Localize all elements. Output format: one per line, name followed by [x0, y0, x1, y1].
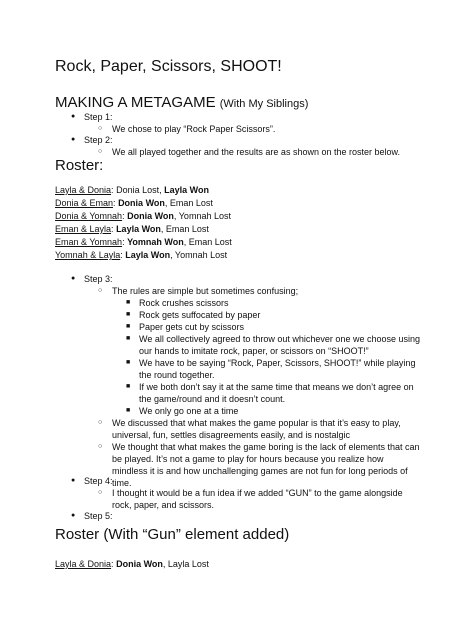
bullet-disc-icon: ● [71, 512, 76, 519]
section-heading-text: MAKING A METAGAME [55, 94, 216, 111]
bullet-circle-icon: ○ [98, 287, 103, 294]
roster-entry [55, 236, 232, 248]
roster-sep: : [120, 250, 123, 260]
rules-intro: The rules are simple but sometimes confusing; [112, 286, 299, 296]
section-heading-metagame [55, 94, 308, 111]
step3-label: Step 3: [84, 274, 113, 284]
step1-detail: We chose to play “Rock Paper Scissors”. [112, 124, 276, 134]
roster-winner: Donia Won [118, 198, 165, 208]
roster-winner: Donia Won [127, 211, 174, 221]
rule-item: We all collectively agreed to throw out whichever one we choose using our hands to imitate rock, paper, or scissors on “SHOOT!” [139, 334, 420, 356]
roster-sep: : [122, 237, 125, 247]
rule-item: We have to be saying “Rock, Paper, Scissors, SHOOT!” while playing the round together. [139, 358, 416, 380]
rule-item: Paper gets cut by scissors [139, 322, 245, 332]
roster2-entry [55, 558, 209, 570]
roster-sep: : [111, 559, 114, 569]
roster-heading: Roster: [55, 157, 104, 174]
bullet-square-icon: ■ [126, 383, 131, 390]
step4-detail: I thought it would be a fun idea if we added “GUN” to the game alongside rock, paper, and scissors. [112, 488, 403, 510]
step4-label: Step 4: [84, 476, 113, 486]
bullet-square-icon: ■ [126, 335, 131, 342]
step5-label: Step 5: [84, 511, 113, 521]
bullet-circle-icon: ○ [98, 125, 103, 132]
bullet-square-icon: ■ [126, 299, 131, 306]
bullet-circle-icon: ○ [98, 419, 103, 426]
rule-item: Rock crushes scissors [139, 298, 229, 308]
roster-entry [55, 223, 209, 235]
step2-label: Step 2: [84, 135, 113, 145]
roster-result-post: , Eman Lost [160, 224, 209, 234]
roster-sep: : [111, 185, 114, 195]
bullet-disc-icon: ● [71, 136, 76, 143]
bullet-circle-icon: ○ [98, 148, 103, 155]
rule-item: Rock gets suffocated by paper [139, 310, 261, 320]
roster-entry [55, 210, 231, 222]
bullet-disc-icon: ● [71, 477, 76, 484]
roster-entry [55, 197, 213, 209]
roster-result-post: , Yomnah Lost [170, 250, 228, 260]
popular-discussion: We discussed that what makes the game popular is that it’s easy to play, universal, fun, settles disagreements easily, and is nostalgic [112, 418, 401, 440]
bullet-square-icon: ■ [126, 407, 131, 414]
roster-pair: Eman & Yomnah [55, 237, 123, 247]
bullet-disc-icon: ● [71, 113, 76, 120]
roster-winner: Layla Won [125, 250, 171, 260]
bullet-square-icon: ■ [126, 359, 131, 366]
roster-winner: Donia Won [116, 559, 163, 569]
roster-winner: Yomnah Won [127, 237, 184, 247]
roster-pair: Yomnah & Layla [55, 250, 121, 260]
bullet-circle-icon: ○ [98, 489, 103, 496]
roster-result-pre: Donia Lost, [113, 185, 165, 195]
roster-result-post: , Eman Lost [183, 237, 232, 247]
bullet-square-icon: ■ [126, 311, 131, 318]
roster-pair: Layla & Donia [55, 185, 112, 195]
roster-pair: Layla & Donia [55, 559, 112, 569]
roster-result-post: , Layla Lost [162, 559, 209, 569]
bullet-square-icon: ■ [126, 323, 131, 330]
roster2-heading: Roster (With “Gun” element added) [55, 526, 290, 543]
roster-winner: Layla Won [164, 185, 209, 195]
section-heading-note: (With My Siblings) [219, 98, 309, 110]
boring-discussion: We thought that what makes the game boring is the lack of elements that can be played. It’s not a game to play for hours because you realize how mindless it is and how unchallenging games are not fun for long periods of time. [112, 442, 420, 488]
roster-pair: Donia & Eman [55, 198, 114, 208]
roster-sep: : [113, 198, 116, 208]
roster-sep: : [111, 224, 114, 234]
rule-item: We only go one at a time [139, 406, 239, 416]
bullet-disc-icon: ● [71, 275, 76, 282]
rule-item: If we both don’t say it at the same time that means we don’t agree on the game/round and it doesn’t count. [139, 382, 414, 404]
roster-entry [55, 249, 227, 261]
roster-pair: Eman & Layla [55, 224, 112, 234]
roster-sep: : [122, 211, 125, 221]
roster-result-post: , Yomnah Lost [173, 211, 231, 221]
step2-detail: We all played together and the results are as shown on the roster below. [112, 147, 401, 157]
document-title: Rock, Paper, Scissors, SHOOT! [55, 58, 282, 75]
step1-label: Step 1: [84, 112, 113, 122]
bullet-circle-icon: ○ [98, 443, 103, 450]
roster-pair: Donia & Yomnah [55, 211, 123, 221]
roster-winner: Layla Won [116, 224, 161, 234]
roster-result-post: , Eman Lost [164, 198, 213, 208]
roster-entry [55, 184, 209, 196]
